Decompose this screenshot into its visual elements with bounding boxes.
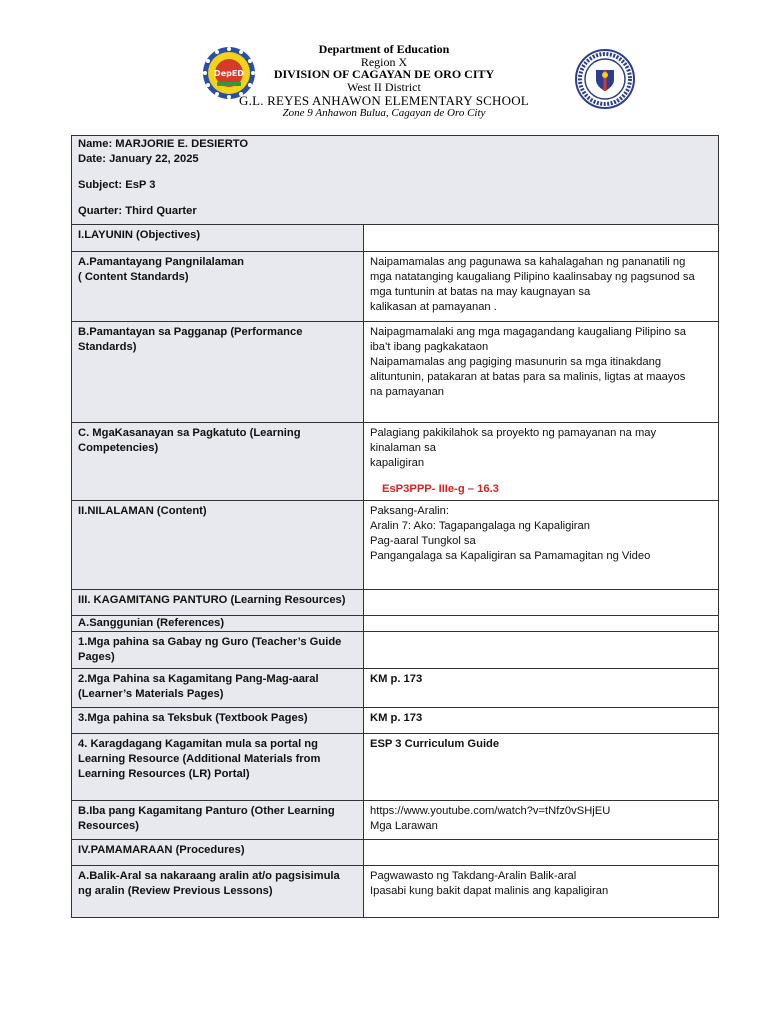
balik-aral-label: A.Balik-Aral sa nakaraang aralin at/o pagsisimula ng aralin (Review Previous Lessons) [72,866,364,918]
teacher-info [72,136,719,225]
nilalaman-label: II.NILALAMAN (Content) [72,501,364,590]
textbook-value: KM p. 173 [364,708,719,734]
performance-standards-value: Naipagmamalaki ang mga magagandang kaugaliang Pilipino sa iba’t ibang pagkakataon Naipamamalas ang pagiging masunurin sa mga itinakdang alituntunin, patakaran at batas para sa malinis, ligtas at maayos na pamayanan [364,322,719,423]
layunin-value [364,225,719,252]
lr-portal-label: 4. Karagdagang Kagamitan mula sa portal ng Learning Resource (Additional Materials from Learning Resources (LR) Portal) [72,734,364,801]
lesson-plan-table [71,135,719,918]
learners-materials-value: KM p. 173 [364,669,719,708]
department-title: Department of Education [318,42,450,56]
teachers-guide-value [364,632,719,669]
table-row [72,866,719,918]
school-address: Zone 9 Anhawon Bulua, Cagayan de Oro City [282,107,486,119]
layunin-label: I.LAYUNIN (Objectives) [72,225,364,252]
table-row [72,423,719,501]
textbook-label: 3.Mga pahina sa Teksbuk (Textbook Pages) [72,708,364,734]
region-text: Region X [360,55,408,69]
other-resources-value: https://www.youtube.com/watch?v=tNfz0vSHjEU Mga Larawan [364,801,719,840]
pamamaraan-value [364,840,719,866]
other-resources-label: B.Iba pang Kagamitang Panturo (Other Learning Resources) [72,801,364,840]
lesson-quarter: Quarter: Third Quarter [78,205,197,217]
table-row [72,708,719,734]
pamamaraan-label: IV.PAMAMARAAN (Procedures) [72,840,364,866]
learners-materials-label: 2.Mga Pahina sa Kagamitang Pang-Mag-aaral (Learner’s Materials Pages) [72,669,364,708]
lesson-subject: Subject: EsP 3 [78,179,156,191]
competency-code: EsP3PPP- IIIe-g – 16.3 [382,483,499,495]
table-row [72,734,719,801]
kagamitan-value [364,590,719,616]
balik-aral-value: Pagwawasto ng Takdang-Aralin Balik-aral Ipasabi kung bakit dapat malinis ang kapaligiran [364,866,719,918]
kagamitan-label: III. KAGAMITANG PANTURO (Learning Resources) [72,590,364,616]
svg-text:DepED: DepED [214,69,244,78]
table-row [72,669,719,708]
lesson-date: Date: January 22, 2025 [78,153,199,165]
division-title: DIVISION OF CAGAYAN DE ORO CITY [273,67,495,81]
sanggunian-value [364,616,719,632]
kagawaran-seal-icon [574,48,636,110]
school-name: G.L. REYES ANHAWON ELEMENTARY SCHOOL [239,93,529,108]
performance-standards-label: B.Pamantayan sa Pagganap (Performance Standards) [72,322,364,423]
competencies-label: C. MgaKasanayan sa Pagkatuto (Learning Competencies) [72,423,364,501]
document-header [0,40,768,125]
content-standards-value: Naipamamalas ang pagunawa sa kahalagahan ng pananatili ng mga natatanging kaugaliang Pilipino kaalinsabay ng pagsunod sa mga tuntunin at batas na may kaugnayan sa kalikasan at pamayanan . [364,252,719,322]
lr-portal-value: ESP 3 Curriculum Guide [364,734,719,801]
info-row [72,136,719,225]
nilalaman-value: Paksang-Aralin: Aralin 7: Ako: Tagapangalaga ng Kapaligiran Pag-aaral Tungkol sa Pangangalaga sa Kapaligiran sa Pamamagitan ng Video [364,501,719,590]
table-row [72,252,719,322]
table-row [72,616,719,632]
table-row [72,632,719,669]
content-standards-label: A.Pamantayang Pangnilalaman ( Content Standards) [72,252,364,322]
youtube-link[interactable]: https://www.youtube.com/watch?v=tNfz0vSHjEU [370,805,611,817]
sanggunian-label: A.Sanggunian (References) [72,616,364,632]
competencies-value: Palagiang pakikilahok sa proyekto ng pamayanan na may kinalaman sa kapaligiran EsP3PPP- IIIe-g – 16.3 [364,423,719,501]
district-text: West II District [347,80,421,94]
teacher-name: Name: MARJORIE E. DESIERTO [78,138,249,150]
table-row [72,501,719,590]
teachers-guide-label: 1.Mga pahina sa Gabay ng Guro (Teacher’s Guide Pages) [72,632,364,669]
table-row [72,590,719,616]
table-row [72,225,719,252]
table-row [72,840,719,866]
table-row [72,322,719,423]
table-row [72,801,719,840]
